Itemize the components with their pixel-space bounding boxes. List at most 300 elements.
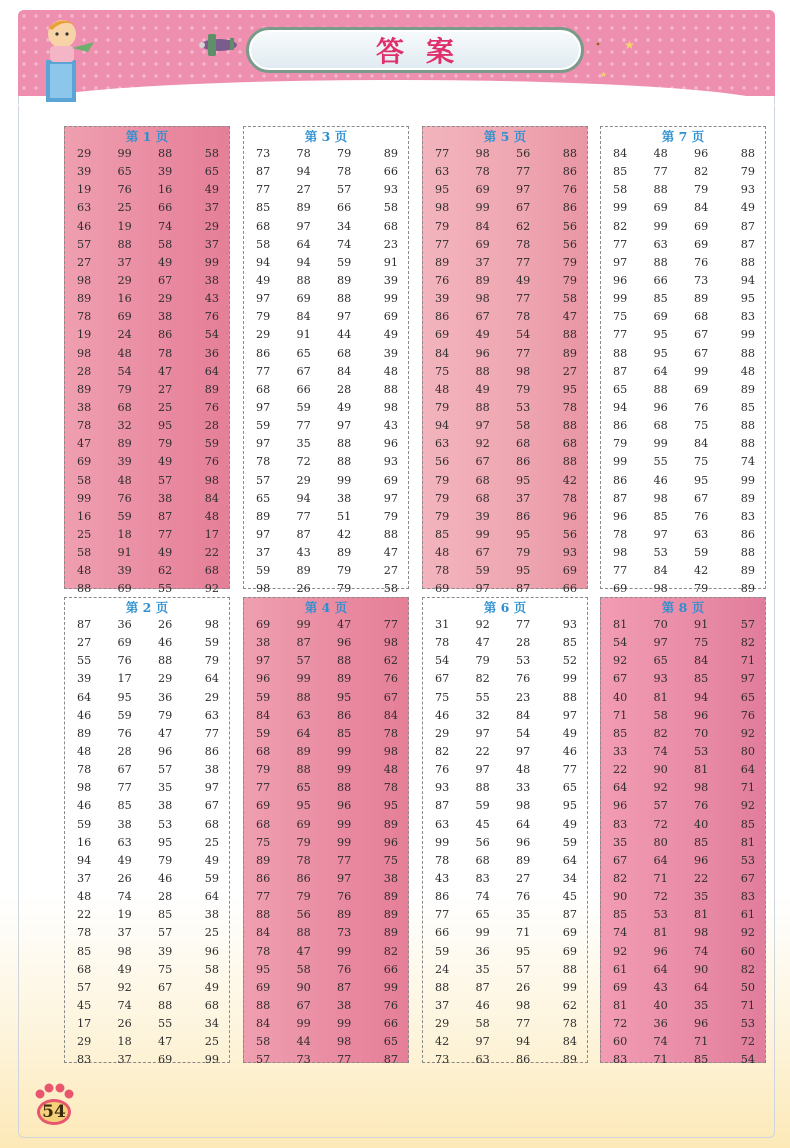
answer-cell: 26 xyxy=(117,1017,132,1031)
answer-cell: 90 xyxy=(653,763,668,777)
answer-cell: 99 xyxy=(337,944,352,958)
answer-cell: 34 xyxy=(337,219,352,233)
answer-cell: 84 xyxy=(256,926,271,940)
answer-cell: 37 xyxy=(204,237,219,251)
answer-cell: 37 xyxy=(435,998,450,1012)
answer-cell: 68 xyxy=(117,400,132,414)
answer-cell: 64 xyxy=(516,817,531,831)
answer-cell: 88 xyxy=(562,962,577,976)
answer-cell: 82 xyxy=(435,744,450,758)
answer-cell: 69 xyxy=(256,618,271,631)
answer-cell: 98 xyxy=(204,473,219,487)
answer-cell: 69 xyxy=(435,582,450,596)
answer-cell: 94 xyxy=(296,165,311,179)
answer-cell: 89 xyxy=(77,382,92,396)
answer-cell: 48 xyxy=(740,364,755,378)
answer-cell: 17 xyxy=(117,672,132,686)
answer-cell: 94 xyxy=(613,400,628,414)
answer-cell: 76 xyxy=(435,273,450,287)
answer-cell: 81 xyxy=(694,763,709,777)
answer-cell: 38 xyxy=(204,273,219,287)
answer-cell: 87 xyxy=(613,364,628,378)
answer-cell: 55 xyxy=(475,690,490,704)
answer-cell: 26 xyxy=(516,980,531,994)
answer-cell: 98 xyxy=(475,292,490,306)
answer-cell: 43 xyxy=(296,546,311,560)
answer-cell: 38 xyxy=(256,636,271,650)
answer-cell: 69 xyxy=(562,926,577,940)
answer-cell: 67 xyxy=(158,980,173,994)
answer-cell: 77 xyxy=(613,237,628,251)
answer-cell: 56 xyxy=(516,147,531,160)
answer-cell: 38 xyxy=(158,310,173,324)
answer-cell: 72 xyxy=(653,817,668,831)
answer-cell: 22 xyxy=(204,546,219,560)
answer-cell: 74 xyxy=(694,944,709,958)
answer-cell: 63 xyxy=(77,201,92,215)
answer-cell: 35 xyxy=(516,908,531,922)
answer-cell: 63 xyxy=(204,708,219,722)
answer-cell: 75 xyxy=(435,690,450,704)
answer-cell: 97 xyxy=(337,871,352,885)
answer-cell: 88 xyxy=(475,400,490,414)
answer-cell: 39 xyxy=(158,165,173,179)
answer-cell: 76 xyxy=(435,763,450,777)
answer-cell: 89 xyxy=(204,382,219,396)
answer-cell: 65 xyxy=(117,165,132,179)
answer-cell: 81 xyxy=(653,926,668,940)
answer-cell: 75 xyxy=(694,636,709,650)
answer-cell: 77 xyxy=(435,908,450,922)
answer-cell: 98 xyxy=(337,1035,352,1049)
answer-cell: 68 xyxy=(77,962,92,976)
page-number: 54 xyxy=(42,1102,66,1122)
answer-cell: 60 xyxy=(613,1035,628,1049)
answer-cell: 25 xyxy=(204,1035,219,1049)
answer-cell: 97 xyxy=(204,781,219,795)
answer-cell: 68 xyxy=(475,853,490,867)
answer-cell: 75 xyxy=(694,455,709,469)
answer-cell: 78 xyxy=(516,237,531,251)
answer-cell: 73 xyxy=(296,1053,311,1067)
answer-cell: 79 xyxy=(337,582,352,596)
answer-cell: 83 xyxy=(77,1053,92,1067)
answer-cell: 99 xyxy=(77,491,92,505)
answer-cell: 69 xyxy=(158,1053,173,1067)
answer-cell: 89 xyxy=(256,509,271,523)
answer-cell: 97 xyxy=(256,654,271,668)
answer-cell: 96 xyxy=(613,509,628,523)
answer-cell: 81 xyxy=(653,690,668,704)
answer-cell: 66 xyxy=(653,273,668,287)
answer-cell: 94 xyxy=(77,853,92,867)
answer-cell: 65 xyxy=(296,781,311,795)
answer-cell: 59 xyxy=(117,509,132,523)
answer-cell: 17 xyxy=(204,527,219,541)
answer-cell: 92 xyxy=(613,654,628,668)
answer-cell: 58 xyxy=(158,237,173,251)
answer-cell: 16 xyxy=(77,509,92,523)
answer-cell: 93 xyxy=(562,618,577,631)
answer-cell: 42 xyxy=(562,473,577,487)
answer-cell: 96 xyxy=(653,944,668,958)
answer-cell: 23 xyxy=(383,237,398,251)
answer-cell: 87 xyxy=(383,1053,398,1067)
answer-cell: 95 xyxy=(296,799,311,813)
answer-cell: 62 xyxy=(383,654,398,668)
answer-panel-page-2 xyxy=(64,597,230,1067)
answer-cell: 90 xyxy=(613,890,628,904)
answer-cell: 90 xyxy=(296,980,311,994)
answer-cell: 97 xyxy=(653,636,668,650)
answer-cell: 97 xyxy=(475,419,490,433)
answer-cell: 93 xyxy=(562,546,577,560)
answer-cell: 76 xyxy=(204,310,219,324)
answer-cell: 86 xyxy=(256,871,271,885)
answer-cell: 94 xyxy=(740,273,755,287)
answer-cell: 79 xyxy=(740,165,755,179)
answer-cell: 58 xyxy=(383,201,398,215)
answer-cell: 88 xyxy=(296,690,311,704)
answer-cell: 88 xyxy=(475,364,490,378)
answer-cell: 19 xyxy=(77,328,92,342)
answer-cell: 99 xyxy=(337,473,352,487)
answer-cell: 94 xyxy=(296,255,311,269)
answer-cell: 89 xyxy=(740,564,755,578)
answer-cell: 73 xyxy=(256,147,271,160)
answer-cell: 48 xyxy=(383,763,398,777)
answer-cell: 39 xyxy=(117,564,132,578)
answer-cell: 71 xyxy=(740,654,755,668)
answer-cell: 85 xyxy=(435,527,450,541)
answer-cell: 40 xyxy=(694,817,709,831)
answer-cell: 76 xyxy=(516,890,531,904)
answer-cell: 58 xyxy=(77,473,92,487)
answer-cell: 78 xyxy=(383,726,398,740)
answer-cell: 88 xyxy=(740,255,755,269)
answer-cell: 97 xyxy=(296,219,311,233)
answer-cell: 76 xyxy=(694,400,709,414)
answer-cell: 67 xyxy=(694,491,709,505)
answer-cell: 68 xyxy=(562,437,577,451)
answer-cell: 89 xyxy=(117,437,132,451)
answer-cell: 48 xyxy=(77,890,92,904)
answer-cell: 57 xyxy=(337,183,352,197)
answer-cell: 93 xyxy=(383,183,398,197)
answer-cell: 87 xyxy=(296,636,311,650)
answer-cell: 58 xyxy=(204,147,219,160)
answer-cell: 78 xyxy=(256,455,271,469)
answer-cell: 92 xyxy=(204,582,219,596)
answer-cell: 69 xyxy=(117,636,132,650)
title-banner xyxy=(246,27,584,73)
answer-cell: 26 xyxy=(296,582,311,596)
answer-cell: 56 xyxy=(562,527,577,541)
answer-cell: 43 xyxy=(383,419,398,433)
answer-cell: 95 xyxy=(516,944,531,958)
answer-cell: 84 xyxy=(613,147,628,160)
answer-grid xyxy=(601,616,765,1070)
answer-cell: 75 xyxy=(158,962,173,976)
answer-cell: 95 xyxy=(158,835,173,849)
answer-cell: 69 xyxy=(296,292,311,306)
answer-cell: 79 xyxy=(516,382,531,396)
answer-cell: 48 xyxy=(516,763,531,777)
answer-cell: 99 xyxy=(204,255,219,269)
answer-cell: 90 xyxy=(694,962,709,976)
answer-cell: 97 xyxy=(475,582,490,596)
answer-cell: 79 xyxy=(694,582,709,596)
answer-cell: 62 xyxy=(158,564,173,578)
answer-cell: 33 xyxy=(613,744,628,758)
answer-cell: 35 xyxy=(694,890,709,904)
answer-cell: 71 xyxy=(613,708,628,722)
answer-cell: 99 xyxy=(296,618,311,631)
star-icon: ★ xyxy=(624,38,635,52)
answer-cell: 74 xyxy=(740,455,755,469)
answer-cell: 22 xyxy=(77,908,92,922)
answer-cell: 36 xyxy=(158,690,173,704)
answer-cell: 64 xyxy=(653,853,668,867)
answer-cell: 24 xyxy=(117,328,132,342)
answer-cell: 81 xyxy=(694,908,709,922)
answer-cell: 88 xyxy=(740,147,755,160)
answer-cell: 37 xyxy=(516,491,531,505)
answer-cell: 89 xyxy=(516,853,531,867)
answer-cell: 76 xyxy=(117,491,132,505)
answer-cell: 98 xyxy=(435,201,450,215)
answer-cell: 63 xyxy=(653,237,668,251)
answer-cell: 89 xyxy=(740,382,755,396)
star-icon: ★ xyxy=(600,70,608,79)
answer-cell: 79 xyxy=(337,564,352,578)
answer-cell: 84 xyxy=(694,437,709,451)
answer-cell: 97 xyxy=(475,1035,490,1049)
panel-title: 第 3 页 xyxy=(304,129,348,144)
answer-cell: 27 xyxy=(77,636,92,650)
answer-cell: 48 xyxy=(435,382,450,396)
answer-cell: 67 xyxy=(383,690,398,704)
answer-cell: 59 xyxy=(435,944,450,958)
answer-cell: 64 xyxy=(77,690,92,704)
answer-cell: 84 xyxy=(435,346,450,360)
answer-cell: 59 xyxy=(77,817,92,831)
answer-cell: 59 xyxy=(475,564,490,578)
answer-cell: 65 xyxy=(475,908,490,922)
answer-cell: 48 xyxy=(117,346,132,360)
answer-cell: 89 xyxy=(562,1053,577,1067)
answer-cell: 79 xyxy=(296,835,311,849)
answer-cell: 39 xyxy=(77,672,92,686)
answer-cell: 78 xyxy=(435,636,450,650)
answer-cell: 99 xyxy=(475,926,490,940)
answer-cell: 87 xyxy=(562,908,577,922)
answer-cell: 67 xyxy=(117,763,132,777)
answer-cell: 49 xyxy=(117,962,132,976)
answer-cell: 84 xyxy=(562,1035,577,1049)
answer-cell: 97 xyxy=(256,400,271,414)
answer-cell: 29 xyxy=(435,1017,450,1031)
answer-cell: 96 xyxy=(516,835,531,849)
answer-cell: 32 xyxy=(475,708,490,722)
answer-panel-page-8 xyxy=(600,597,766,1067)
answer-cell: 74 xyxy=(653,1035,668,1049)
answer-cell: 94 xyxy=(435,419,450,433)
answer-cell: 63 xyxy=(117,835,132,849)
answer-cell: 19 xyxy=(77,183,92,197)
answer-cell: 71 xyxy=(653,871,668,885)
answer-cell: 99 xyxy=(613,455,628,469)
answer-cell: 77 xyxy=(613,564,628,578)
answer-cell: 86 xyxy=(613,473,628,487)
answer-cell: 68 xyxy=(475,473,490,487)
answer-cell: 89 xyxy=(694,292,709,306)
moon-icon xyxy=(584,26,620,66)
answer-cell: 29 xyxy=(117,273,132,287)
answer-cell: 67 xyxy=(516,201,531,215)
answer-cell: 47 xyxy=(158,726,173,740)
answer-cell: 27 xyxy=(77,255,92,269)
answer-cell: 54 xyxy=(613,636,628,650)
answer-cell: 84 xyxy=(296,310,311,324)
answer-cell: 79 xyxy=(256,763,271,777)
answer-cell: 69 xyxy=(694,237,709,251)
answer-cell: 98 xyxy=(383,744,398,758)
answer-cell: 85 xyxy=(613,165,628,179)
answer-cell: 85 xyxy=(117,799,132,813)
answer-cell: 77 xyxy=(337,853,352,867)
answer-cell: 96 xyxy=(653,400,668,414)
answer-cell: 18 xyxy=(117,1035,132,1049)
answer-cell: 57 xyxy=(740,618,755,631)
answer-cell: 27 xyxy=(383,564,398,578)
answer-cell: 56 xyxy=(562,219,577,233)
answer-cell: 35 xyxy=(296,437,311,451)
answer-cell: 37 xyxy=(256,546,271,560)
answer-cell: 53 xyxy=(653,546,668,560)
answer-cell: 89 xyxy=(337,908,352,922)
answer-cell: 68 xyxy=(256,817,271,831)
answer-cell: 78 xyxy=(435,853,450,867)
answer-cell: 78 xyxy=(337,165,352,179)
answer-cell: 39 xyxy=(383,273,398,287)
answer-cell: 64 xyxy=(204,672,219,686)
answer-cell: 56 xyxy=(435,455,450,469)
answer-cell: 85 xyxy=(613,908,628,922)
answer-cell: 76 xyxy=(740,708,755,722)
answer-panel-page-5 xyxy=(422,126,588,596)
answer-cell: 54 xyxy=(516,726,531,740)
answer-cell: 66 xyxy=(435,926,450,940)
panel-title: 第 2 页 xyxy=(125,600,169,615)
answer-cell: 81 xyxy=(613,998,628,1012)
answer-cell: 97 xyxy=(256,527,271,541)
answer-cell: 89 xyxy=(562,346,577,360)
answer-cell: 38 xyxy=(204,908,219,922)
answer-cell: 59 xyxy=(204,437,219,451)
answer-cell: 77 xyxy=(383,618,398,631)
answer-cell: 95 xyxy=(653,328,668,342)
answer-cell: 76 xyxy=(117,183,132,197)
answer-cell: 85 xyxy=(694,835,709,849)
answer-cell: 22 xyxy=(475,744,490,758)
answer-grid xyxy=(423,616,587,1070)
answer-cell: 83 xyxy=(740,310,755,324)
answer-cell: 88 xyxy=(653,183,668,197)
answer-cell: 55 xyxy=(158,1017,173,1031)
answer-cell: 58 xyxy=(516,419,531,433)
answer-cell: 88 xyxy=(653,382,668,396)
answer-cell: 78 xyxy=(562,1017,577,1031)
answer-cell: 93 xyxy=(383,455,398,469)
answer-cell: 98 xyxy=(117,944,132,958)
answer-cell: 95 xyxy=(562,382,577,396)
answer-cell: 65 xyxy=(653,654,668,668)
answer-cell: 88 xyxy=(562,455,577,469)
answer-cell: 53 xyxy=(740,853,755,867)
answer-cell: 49 xyxy=(337,400,352,414)
answer-cell: 25 xyxy=(158,400,173,414)
answer-cell: 77 xyxy=(435,147,450,160)
answer-cell: 67 xyxy=(475,310,490,324)
answer-cell: 78 xyxy=(77,310,92,324)
answer-cell: 93 xyxy=(740,183,755,197)
answer-cell: 86 xyxy=(204,744,219,758)
answer-cell: 58 xyxy=(296,962,311,976)
answer-cell: 76 xyxy=(516,672,531,686)
answer-cell: 76 xyxy=(562,183,577,197)
answer-cell: 96 xyxy=(694,147,709,160)
answer-cell: 68 xyxy=(653,419,668,433)
answer-cell: 58 xyxy=(653,708,668,722)
answer-cell: 58 xyxy=(613,183,628,197)
answer-cell: 71 xyxy=(740,781,755,795)
answer-cell: 77 xyxy=(117,781,132,795)
answer-cell: 99 xyxy=(337,763,352,777)
answer-cell: 67 xyxy=(740,871,755,885)
answer-cell: 74 xyxy=(653,744,668,758)
answer-cell: 29 xyxy=(256,328,271,342)
answer-cell: 46 xyxy=(77,219,92,233)
answer-cell: 87 xyxy=(296,527,311,541)
answer-cell: 57 xyxy=(158,473,173,487)
answer-cell: 69 xyxy=(296,817,311,831)
answer-cell: 53 xyxy=(653,908,668,922)
answer-cell: 69 xyxy=(694,219,709,233)
answer-cell: 88 xyxy=(740,346,755,360)
answer-cell: 88 xyxy=(158,998,173,1012)
answer-cell: 97 xyxy=(475,726,490,740)
answer-cell: 36 xyxy=(117,618,132,631)
answer-cell: 88 xyxy=(256,908,271,922)
answer-cell: 49 xyxy=(117,853,132,867)
answer-cell: 83 xyxy=(475,871,490,885)
answer-cell: 89 xyxy=(383,890,398,904)
answer-cell: 77 xyxy=(204,726,219,740)
answer-cell: 89 xyxy=(740,491,755,505)
answer-cell: 64 xyxy=(296,726,311,740)
answer-cell: 79 xyxy=(435,491,450,505)
answer-cell: 91 xyxy=(117,546,132,560)
answer-cell: 96 xyxy=(256,672,271,686)
answer-cell: 49 xyxy=(256,273,271,287)
answer-cell: 53 xyxy=(740,1017,755,1031)
answer-cell: 79 xyxy=(296,890,311,904)
answer-cell: 87 xyxy=(740,237,755,251)
answer-cell: 69 xyxy=(475,183,490,197)
answer-grid xyxy=(244,616,408,1070)
answer-cell: 99 xyxy=(383,980,398,994)
